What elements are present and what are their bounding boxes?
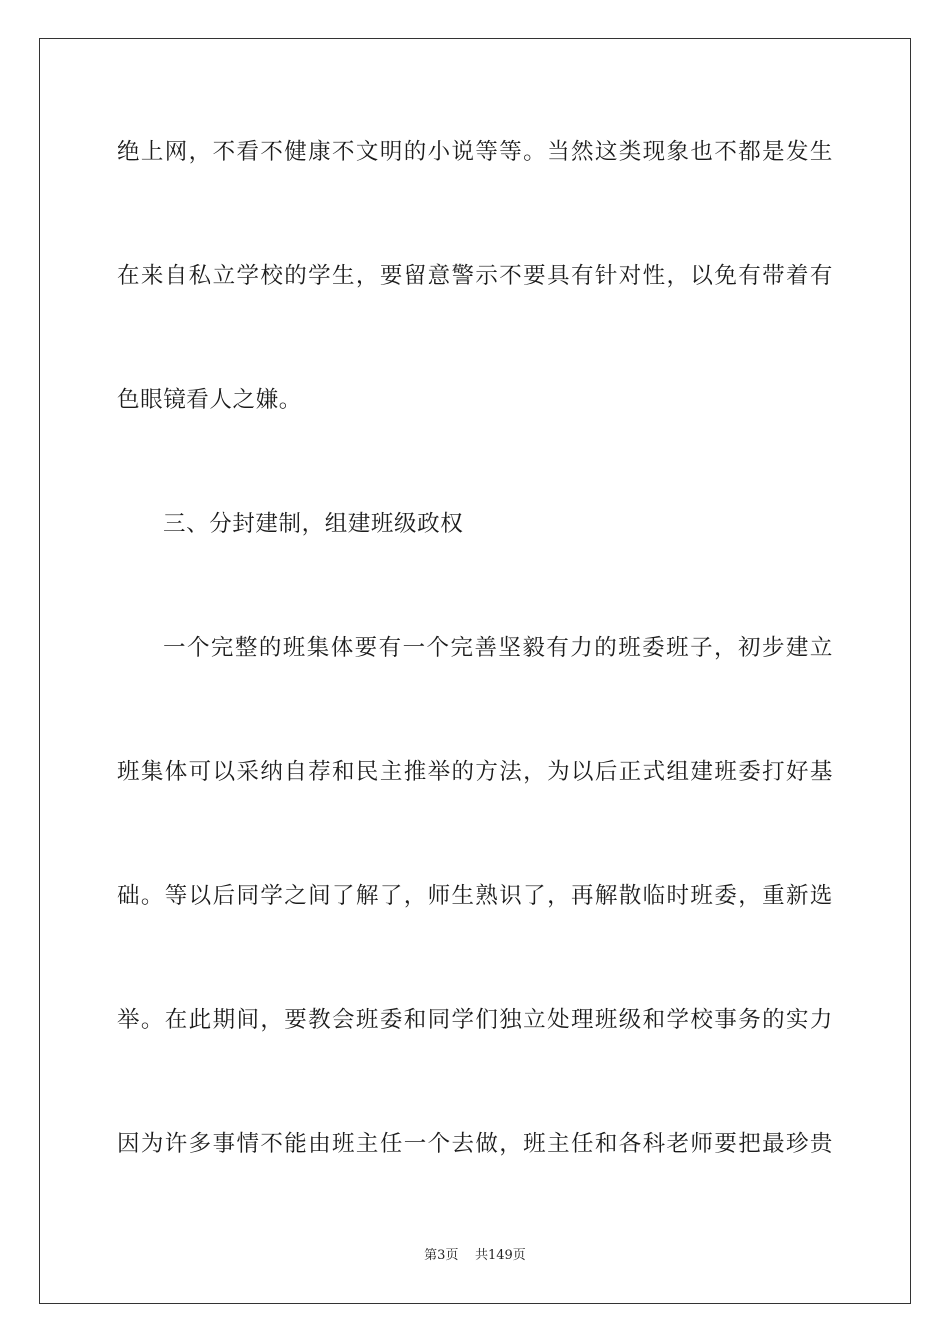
body-line-1: 绝上网，不看不健康不文明的小说等等。当然这类现象也不都是发生 — [117, 139, 833, 165]
page-number: 第3页 — [424, 1248, 459, 1263]
body-line-6: 班集体可以采纳自荐和民主推举的方法，为以后正式组建班委打好基 — [117, 759, 833, 785]
body-line-5: 一个完整的班集体要有一个完善坚毅有力的班委班子，初步建立 — [163, 635, 833, 661]
page-border — [39, 38, 911, 1304]
section-heading: 三、分封建制，组建班级政权 — [163, 511, 464, 537]
body-line-3: 色眼镜看人之嫌。 — [117, 387, 302, 413]
body-line-8: 举。在此期间，要教会班委和同学们独立处理班级和学校事务的实力 — [117, 1007, 833, 1033]
body-line-2: 在来自私立学校的学生，要留意警示不要具有针对性，以免有带着有 — [117, 263, 833, 289]
body-line-9: 因为许多事情不能由班主任一个去做，班主任和各科老师要把最珍贵 — [117, 1131, 833, 1157]
body-line-7: 础。等以后同学之间了解了，师生熟识了，再解散临时班委，重新选 — [117, 883, 833, 909]
total-pages: 共149页 — [474, 1248, 526, 1263]
page-footer — [0, 1247, 950, 1265]
